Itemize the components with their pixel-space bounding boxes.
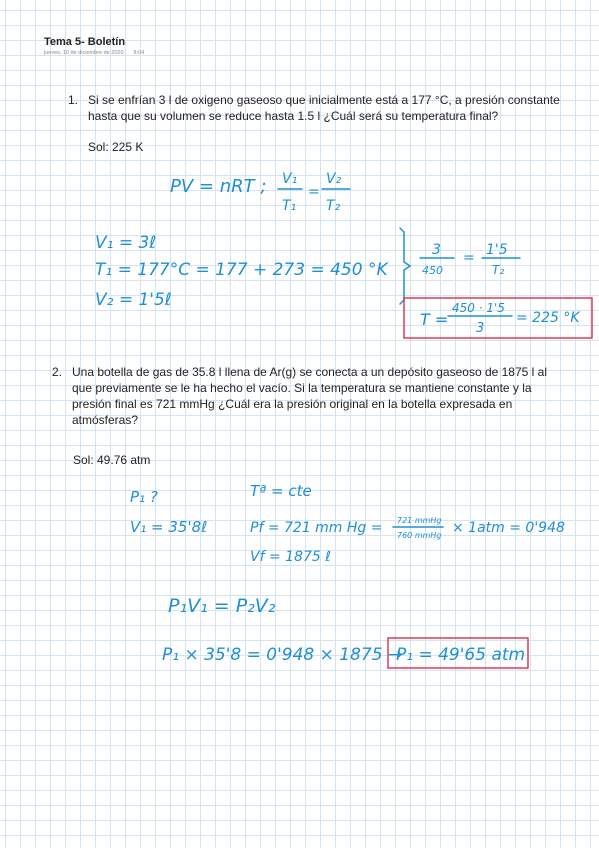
p2-boyle: P₁V₁ = P₂V₂ [168,595,276,617]
p2-pf-num: 721 mmHg [397,516,442,525]
ratio-t1: T₁ [282,198,297,214]
brace [400,228,410,304]
prop-equals: = [463,250,475,266]
prop-num-right: 1'5 [486,242,508,258]
ratio-v1: V₁ [282,171,298,187]
p2-p1-unknown: P₁ ? [130,488,158,506]
answer-1-den: 3 [476,321,485,336]
problem-2-number: 2. [52,365,63,379]
answer-1-rhs: = 225 °K [516,310,580,326]
problem-1-line-1: Si se enfrían 3 l de oxigeno gaseoso que inicialmente está a 177 °C, a presión constante [88,93,560,107]
p2-pf-lhs: Pf = 721 mm Hg = [250,520,383,536]
p2-v1: V₁ = 35'8ℓ [130,518,208,536]
given-v1: V₁ = 3ℓ [95,233,157,253]
p2-calc: P₁ × 35'8 = 0'948 × 1875 → [162,645,403,665]
p2-pf-rhs: × 1atm = 0'948 [452,520,565,536]
p2-vf: Vf = 1875 ℓ [250,549,331,565]
problem-2-line-2: que previamente se le ha hecho el vacío. Si la temperatura se mantiene constante y la [72,381,532,395]
ratio-equals: = [308,184,320,200]
given-t1: T₁ = 177°C = 177 + 273 = 450 °K [95,260,388,280]
formula-ideal-gas: PV = nRT ; [170,176,267,197]
ratio-t2: T₂ [326,198,341,214]
problem-2-solution: Sol: 49.76 atm [73,453,151,467]
p2-temp: Tª = cte [250,482,312,500]
prop-den-left: 450 [422,264,443,277]
problem-2-line-1: Una botella de gas de 35.8 l llena de Ar(g) se conecta a un depósito gaseoso de 1875 l al [72,365,548,379]
time-text: 8:04 [133,50,145,56]
given-v2: V₂ = 1'5ℓ [95,290,172,310]
prop-num-left: 3 [432,242,441,258]
p2-pf-den: 760 mmHg [397,531,442,540]
problem-1-number: 1. [68,93,79,107]
problem-1-line-2: hasta que su volumen se reduce hasta 1.5 l ¿Cuál será su temperatura final? [88,109,499,123]
p2-answer: P₁ = 49'65 atm [396,645,526,665]
prop-den-right: T₂ [492,263,505,277]
date-text: jueves, 10 de diciembre de 2020 [44,50,124,56]
answer-1-num: 450 · 1'5 [452,301,505,315]
page-title: Tema 5- Boletín [44,36,126,48]
ratio-v2: V₂ [326,171,342,187]
problem-2-line-4: atmósferas? [72,413,139,427]
problem-1-solution: Sol: 225 K [88,140,144,154]
problem-2-line-3: presión final es 721 mmHg ¿Cuál era la presión original en la botella expresada en [72,397,513,411]
answer-1-lhs: T = [420,310,449,329]
